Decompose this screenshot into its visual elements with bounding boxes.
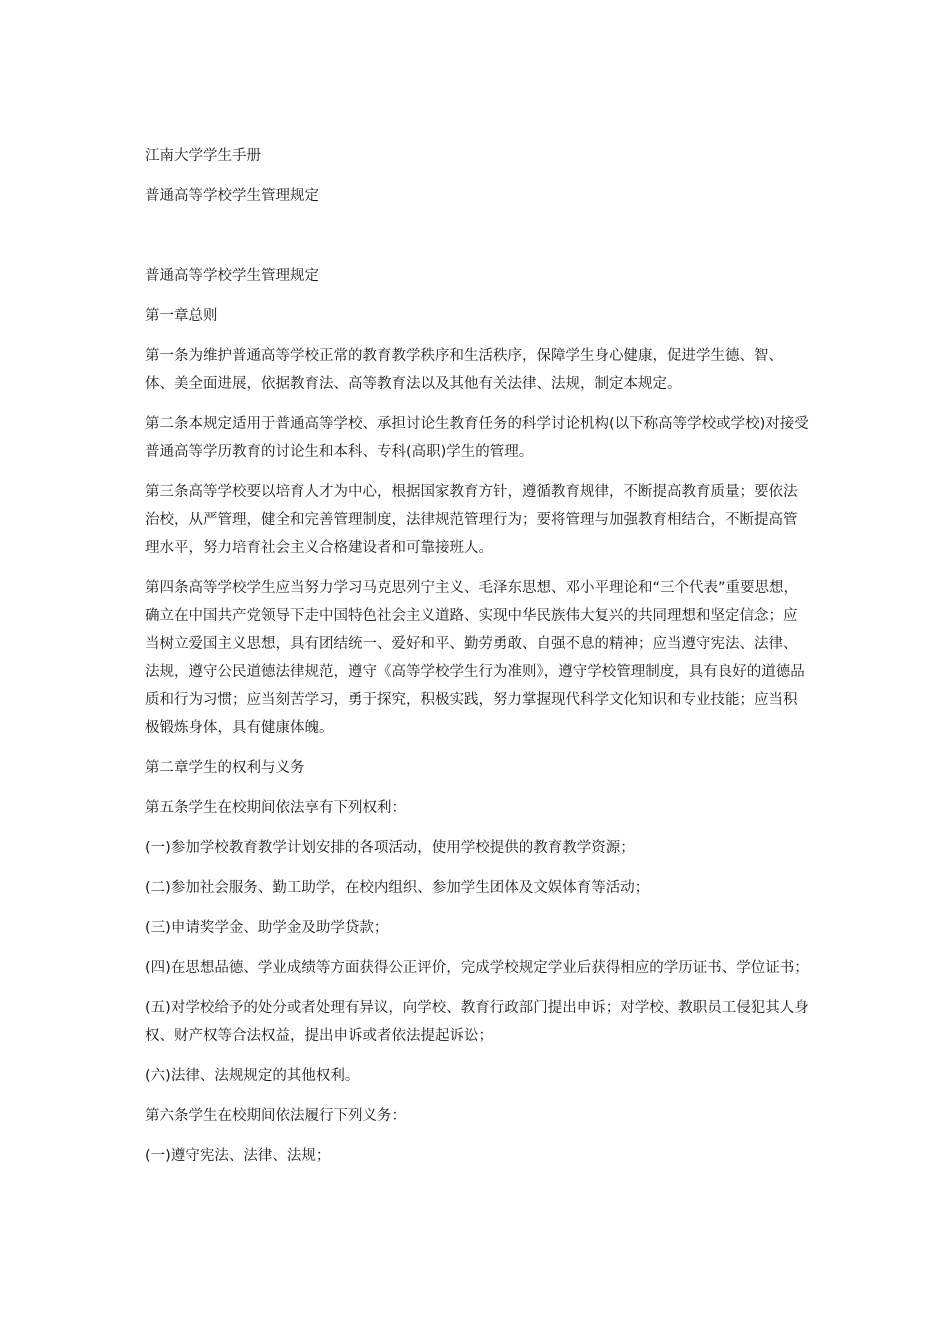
- list-item: (三)申请奖学金、助学金及助学贷款；: [145, 920, 389, 936]
- list-item: (一)参加学校教育教学计划安排的各项活动，使用学校提供的教育教学资源；: [145, 840, 635, 856]
- document-header-subtitle: 普通高等学校学生管理规定: [145, 188, 319, 204]
- list-item: (六)法律、法规规定的其他权利。: [145, 1068, 360, 1084]
- list-item: (一)遵守宪法、法律、法规；: [145, 1148, 331, 1164]
- article-paragraph: 第四条高等学校学生应当努力学习马克思列宁主义、毛泽东思想、邓小平理论和“三个代表”重要思想，确立在中国共产党领导下走中国特色社会主义道路、实现中华民族伟大复兴的共同理想和坚定信念；应当树立爱国主义思想，具有团结统一、爱好和平、勤劳勇敢、自强不息的精神；应当遵守宪法、法律、法规，遵守公民道德法律规范，遵守《高等学校学生行为准则》，遵守学校管理制度，具有良好的道德品质和行为习惯；应当刻苦学习，勇于探究，积极实践，努力掌握现代科学文化知识和专业技能；应当积极锻炼身体，具有健康体魄。: [145, 580, 805, 736]
- article-paragraph: 第三条高等学校要以培育人才为中心，根据国家教育方针，遵循教育规律，不断提高教育质量；要依法治校，从严管理，健全和完善管理制度，法律规范管理行为；要将管理与加强教育相结合，不断提高管理水平，努力培育社会主义合格建设者和可靠接班人。: [145, 484, 798, 556]
- chapter-heading: 第二章学生的权利与义务: [145, 760, 305, 776]
- article-paragraph: 第五条学生在校期间依法享有下列权利：: [145, 800, 406, 816]
- document-header-title: 江南大学学生手册: [145, 148, 261, 164]
- chapter-heading: 第一章总则: [145, 308, 218, 324]
- document-body: [145, 142, 810, 1182]
- list-item: (二)参加社会服务、勤工助学，在校内组织、参加学生团体及文娱体育等活动；: [145, 880, 650, 896]
- list-item: (四)在思想品德、学业成绩等方面获得公正评价，完成学校规定学业后获得相应的学历证书、学位证书；: [145, 960, 809, 976]
- list-item: (五)对学校给予的处分或者处理有异议，向学校、教育行政部门提出申诉；对学校、教职员工侵犯其人身权、财产权等合法权益，提出申诉或者依法提起诉讼；: [145, 1000, 809, 1044]
- article-paragraph: 第六条学生在校期间依法履行下列义务：: [145, 1108, 406, 1124]
- section-spacer: [145, 222, 810, 262]
- article-paragraph: 第一条为维护普通高等学校正常的教育教学秩序和生活秩序，保障学生身心健康，促进学生德、智、体、美全面进展，依据教育法、高等教育法以及其他有关法律、法规，制定本规定。: [145, 348, 783, 392]
- regulation-title: 普通高等学校学生管理规定: [145, 268, 319, 284]
- article-paragraph: 第二条本规定适用于普通高等学校、承担讨论生教育任务的科学讨论机构(以下称高等学校或学校)对接受普通高等学历教育的讨论生和本科、专科(高职)学生的管理。: [145, 416, 809, 460]
